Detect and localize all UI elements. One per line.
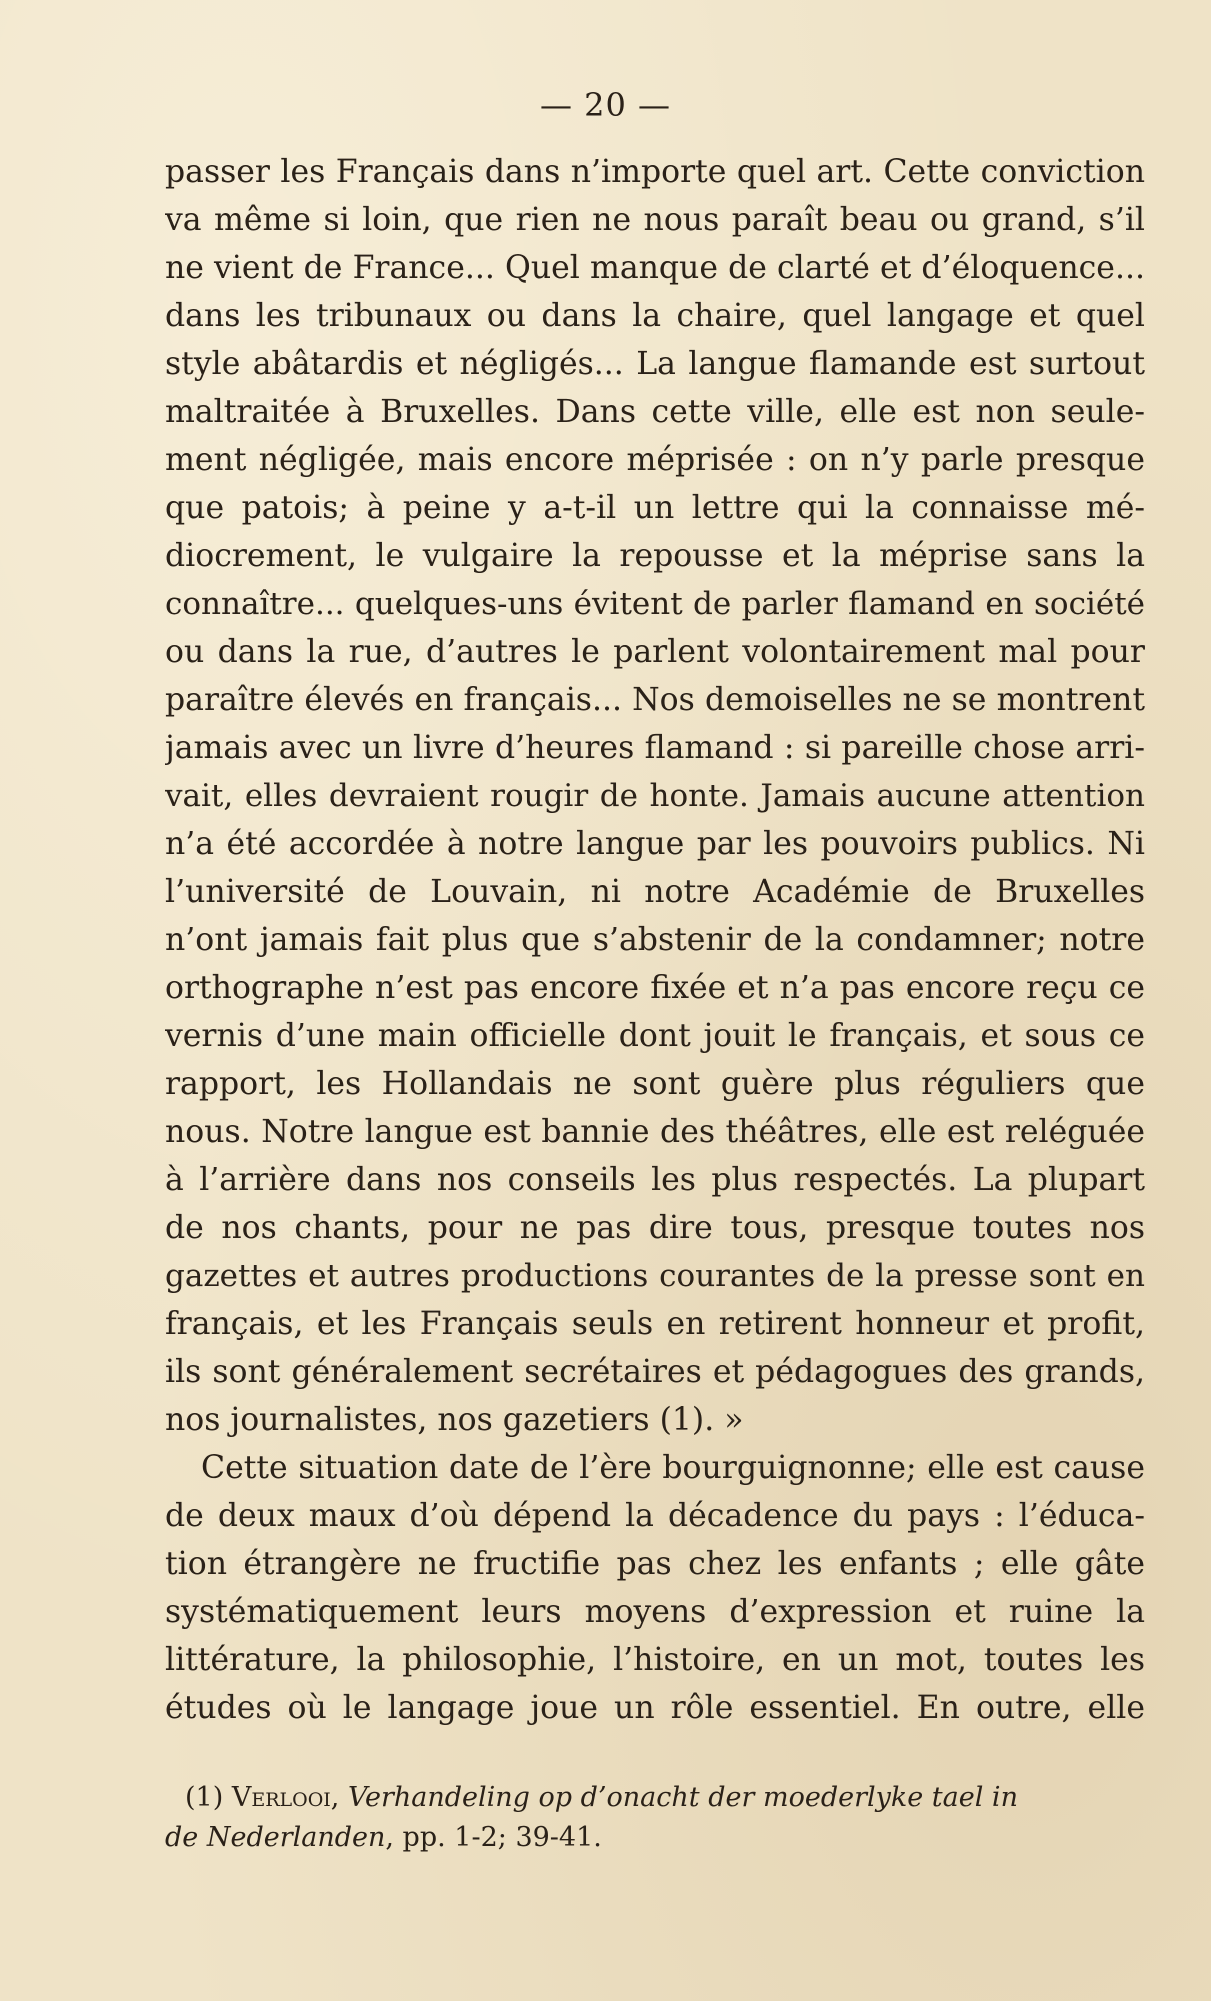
text-line: maltraitée à Bruxelles. Dans cette ville, elle est non seule- bbox=[165, 394, 1145, 430]
text-line: systématiquement leurs moyens d’expression et ruine la bbox=[165, 1594, 1145, 1630]
text-line: vait, elles devraient rougir de honte. Jamais aucune attention bbox=[165, 778, 1145, 814]
text-line: passer les Français dans n’importe quel art. Cette conviction bbox=[165, 154, 1145, 190]
text-line: français, et les Français seuls en retirent honneur et profit, bbox=[165, 1306, 1145, 1342]
text-line: orthographe n’est pas encore fixée et n’a pas encore reçu ce bbox=[165, 970, 1145, 1006]
footnote-line-1 bbox=[165, 1778, 1145, 1818]
footnote-line-2 bbox=[165, 1818, 1145, 1858]
text-line: style abâtardis et négligés... La langue flamande est surtout bbox=[165, 346, 1145, 382]
text-line: ment négligée, mais encore méprisée : on n’y parle presque bbox=[165, 442, 1145, 478]
footnote-title: Verhandeling op d’onacht der moederlyke tael in bbox=[347, 1782, 1018, 1813]
text-line: nous. Notre langue est bannie des théâtres, elle est reléguée bbox=[165, 1114, 1145, 1150]
text-line-paragraph-start: Cette situation date de l’ère bourguignonne; elle est cause bbox=[201, 1450, 1145, 1486]
footnote bbox=[165, 1778, 1145, 1858]
text-line: connaître... quelques-uns évitent de parler flamand en société bbox=[165, 586, 1145, 622]
text-line: ils sont généralement secrétaires et pédagogues des grands, bbox=[165, 1354, 1145, 1390]
text-line: paraître élevés en français... Nos demoiselles ne se montrent bbox=[165, 682, 1145, 718]
body-text bbox=[165, 148, 1145, 1732]
footnote-marker: (1) bbox=[185, 1782, 224, 1813]
text-line: dans les tribunaux ou dans la chaire, quel langage et quel bbox=[165, 298, 1145, 334]
page-number: — 20 — bbox=[539, 86, 672, 124]
footnote-author: Verlooi, bbox=[231, 1782, 340, 1813]
text-line: ne vient de France... Quel manque de clarté et d’éloquence... bbox=[165, 250, 1145, 286]
text-line: gazettes et autres productions courantes de la presse sont en bbox=[165, 1258, 1145, 1294]
text-line: diocrement, le vulgaire la repousse et la méprise sans la bbox=[165, 538, 1145, 574]
text-line: n’ont jamais fait plus que s’abstenir de la condamner; notre bbox=[165, 922, 1145, 958]
text-line: études où le langage joue un rôle essentiel. En outre, elle bbox=[165, 1690, 1145, 1726]
text-line: tion étrangère ne fructifie pas chez les enfants ; elle gâte bbox=[165, 1546, 1145, 1582]
text-line: que patois; à peine y a-t-il un lettre qui la connaisse mé- bbox=[165, 490, 1145, 526]
footnote-pages: , pp. 1-2; 39-41. bbox=[385, 1822, 602, 1853]
footnote-title-cont: de Nederlanden bbox=[165, 1822, 386, 1853]
text-line: à l’arrière dans nos conseils les plus respectés. La plupart bbox=[165, 1162, 1145, 1198]
text-line: n’a été accordée à notre langue par les pouvoirs publics. Ni bbox=[165, 826, 1145, 862]
text-line: vernis d’une main officielle dont jouit le français, et sous ce bbox=[165, 1018, 1145, 1054]
text-line: va même si loin, que rien ne nous paraît beau ou grand, s’il bbox=[165, 202, 1145, 238]
text-line-paragraph-end: nos journalistes, nos gazetiers (1). » bbox=[165, 1402, 744, 1438]
text-line: de nos chants, pour ne pas dire tous, presque toutes nos bbox=[165, 1210, 1145, 1246]
text-line: l’université de Louvain, ni notre Académie de Bruxelles bbox=[165, 874, 1145, 910]
text-line: rapport, les Hollandais ne sont guère plus réguliers que bbox=[165, 1066, 1145, 1102]
text-line: jamais avec un livre d’heures flamand : si pareille chose arri- bbox=[165, 730, 1145, 766]
text-line: de deux maux d’où dépend la décadence du pays : l’éduca- bbox=[165, 1498, 1145, 1534]
text-line: littérature, la philosophie, l’histoire, en un mot, toutes les bbox=[165, 1642, 1145, 1678]
text-line: ou dans la rue, d’autres le parlent volontairement mal pour bbox=[165, 634, 1145, 670]
